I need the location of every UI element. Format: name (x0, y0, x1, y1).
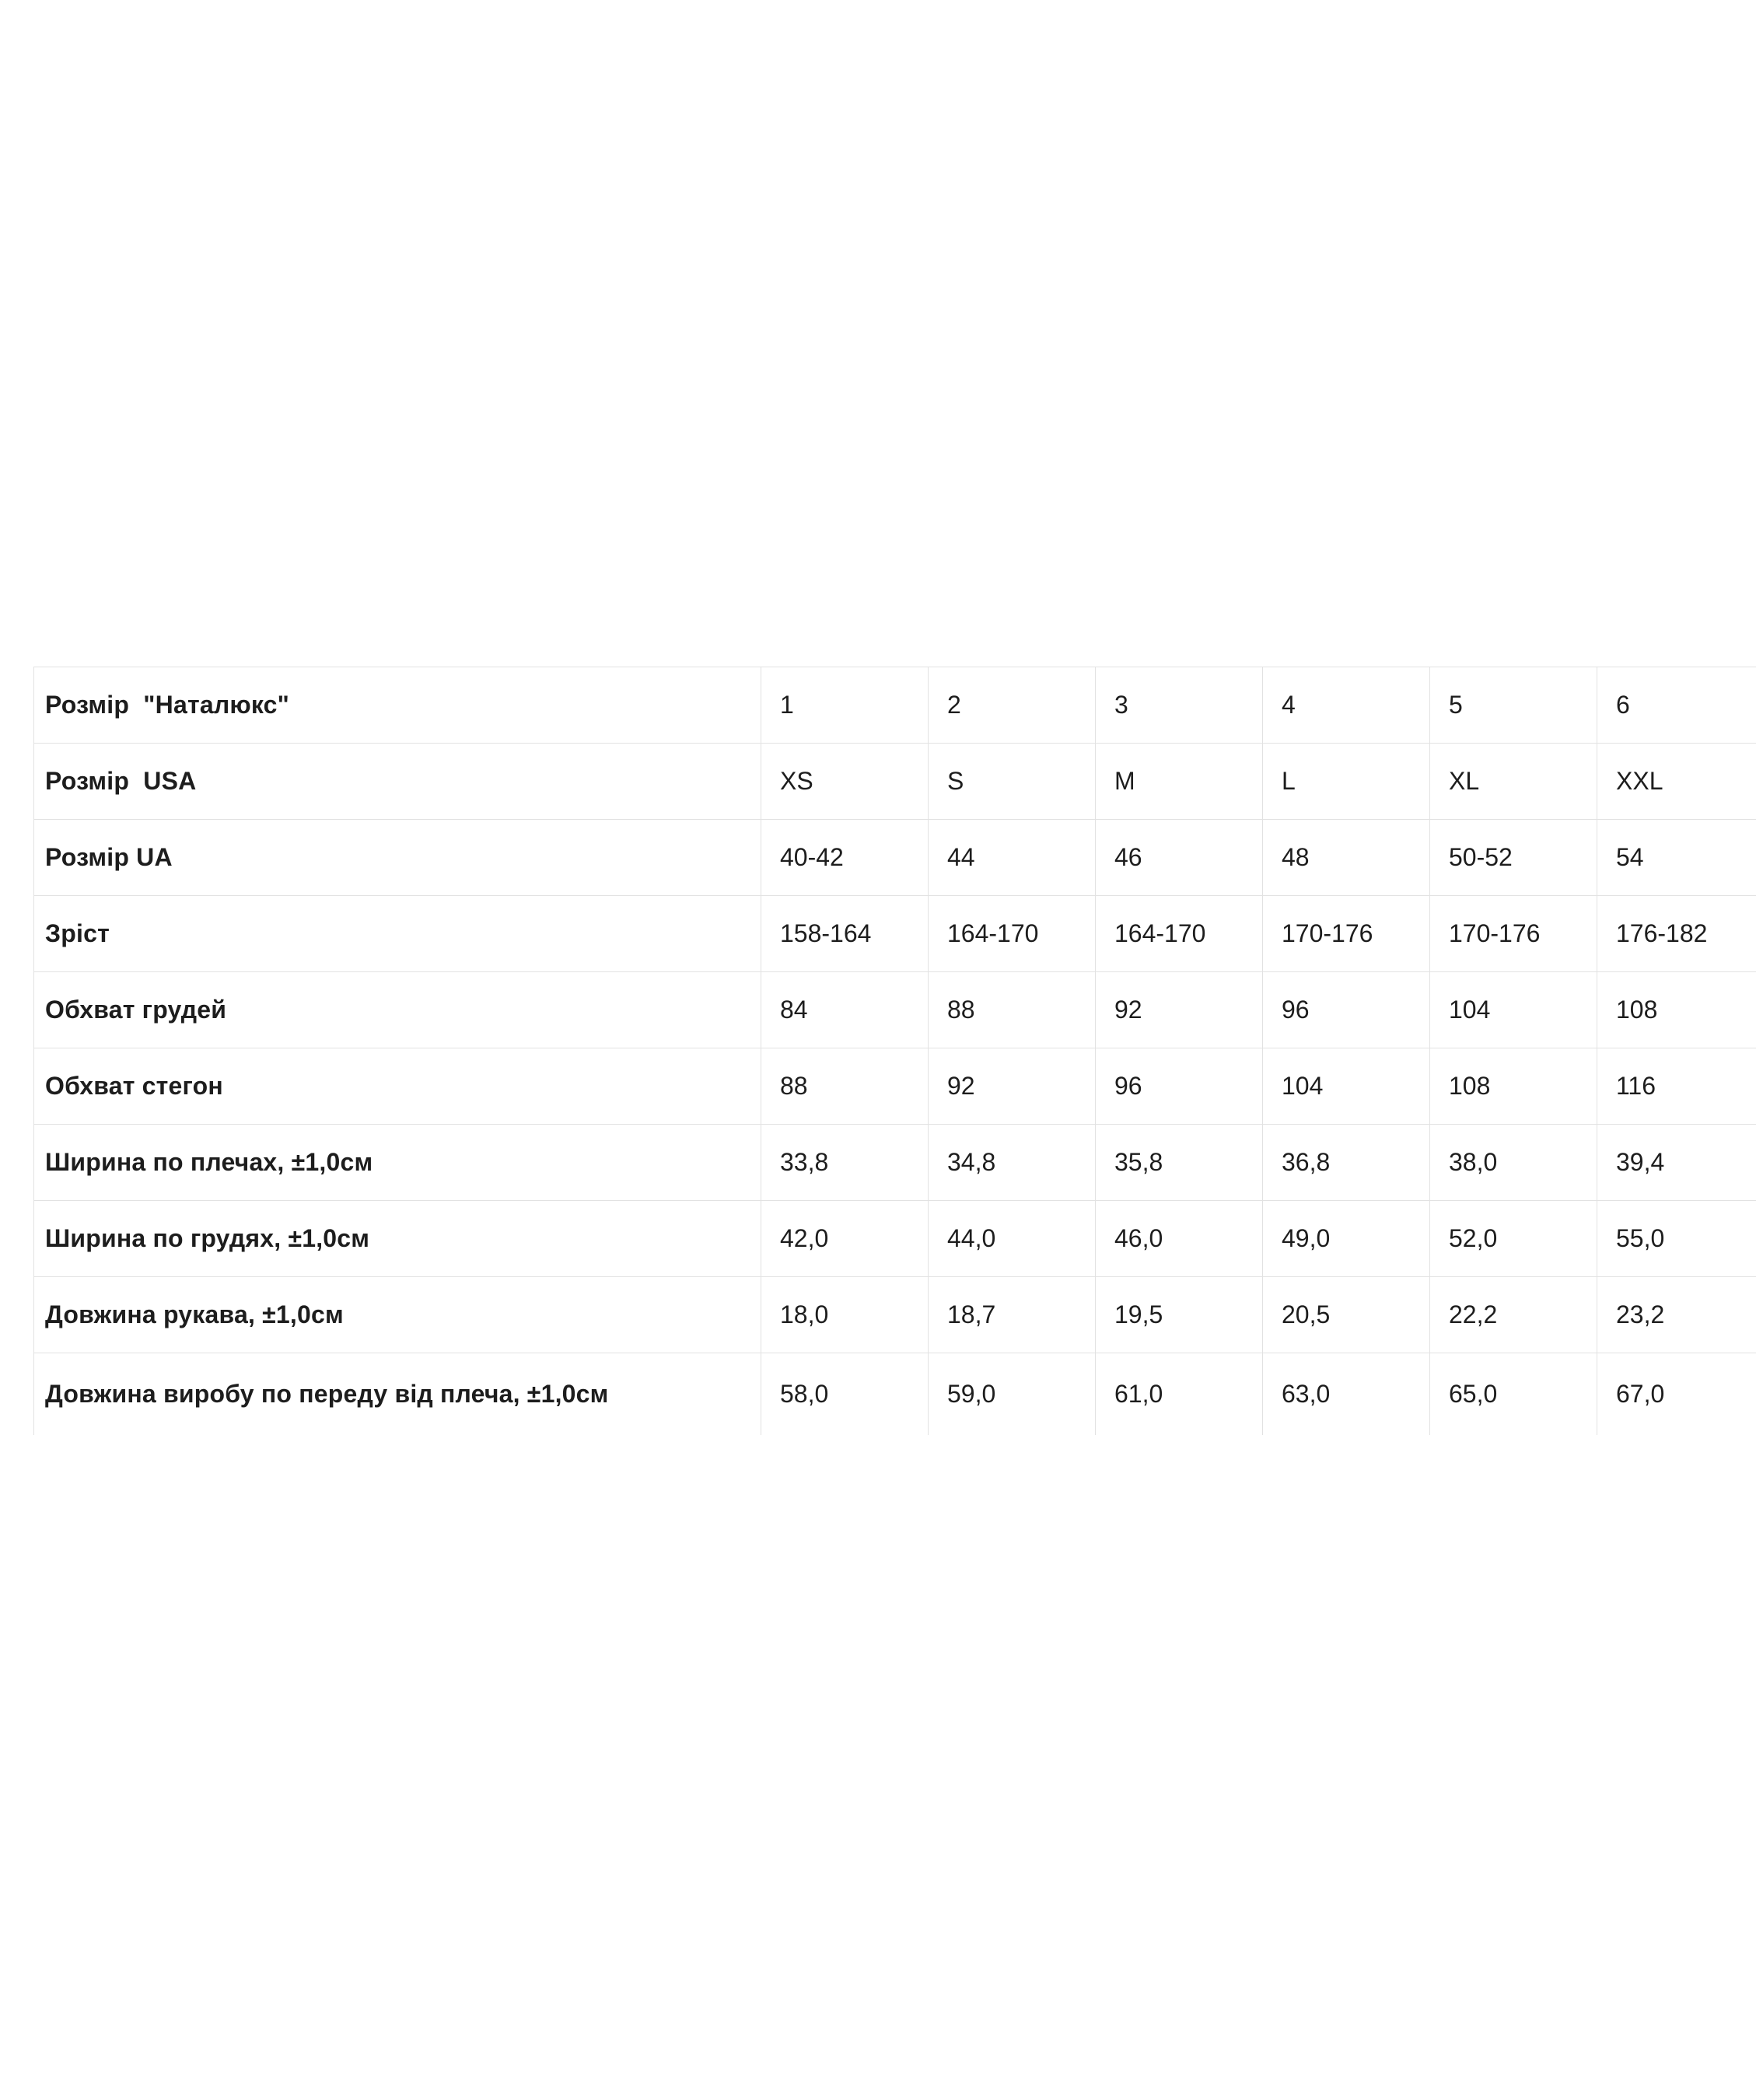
table-row (34, 1125, 1756, 1201)
row-value: 42,0 (761, 1201, 929, 1277)
row-label: Зріст (34, 896, 761, 972)
row-value: 170-176 (1430, 896, 1597, 972)
row-value: 40-42 (761, 820, 929, 896)
table-row (34, 820, 1756, 896)
row-value: 88 (761, 1048, 929, 1125)
row-label: Ширина по плечах, ±1,0см (34, 1125, 761, 1201)
row-value: 92 (929, 1048, 1096, 1125)
row-value: L (1263, 744, 1430, 820)
row-value: 104 (1430, 972, 1597, 1048)
row-value: 170-176 (1263, 896, 1430, 972)
row-label: Довжина виробу по переду від плеча, ±1,0см (34, 1353, 761, 1436)
row-value: 92 (1096, 972, 1263, 1048)
row-value: 158-164 (761, 896, 929, 972)
row-value: M (1096, 744, 1263, 820)
row-label: Розмір USA (34, 744, 761, 820)
row-value: 116 (1597, 1048, 1756, 1125)
table-row (34, 1353, 1756, 1436)
row-value: 36,8 (1263, 1125, 1430, 1201)
row-value: 1 (761, 667, 929, 744)
row-value: 5 (1430, 667, 1597, 744)
row-value: 23,2 (1597, 1277, 1756, 1353)
row-value: 84 (761, 972, 929, 1048)
row-value: 59,0 (929, 1353, 1096, 1436)
row-value: 50-52 (1430, 820, 1597, 896)
table-row (34, 972, 1756, 1048)
row-value: 55,0 (1597, 1201, 1756, 1277)
row-value: 61,0 (1096, 1353, 1263, 1436)
row-value: 33,8 (761, 1125, 929, 1201)
row-value: 49,0 (1263, 1201, 1430, 1277)
row-label: Обхват грудей (34, 972, 761, 1048)
row-value: 58,0 (761, 1353, 929, 1436)
row-value: 48 (1263, 820, 1430, 896)
row-value: 96 (1096, 1048, 1263, 1125)
row-value: 108 (1430, 1048, 1597, 1125)
table-row (34, 1048, 1756, 1125)
row-value: 18,7 (929, 1277, 1096, 1353)
row-value: 2 (929, 667, 1096, 744)
row-label: Обхват стегон (34, 1048, 761, 1125)
row-value: 104 (1263, 1048, 1430, 1125)
row-value: 63,0 (1263, 1353, 1430, 1436)
row-value: 88 (929, 972, 1096, 1048)
row-value: 164-170 (1096, 896, 1263, 972)
row-value: 44 (929, 820, 1096, 896)
table-row (34, 1201, 1756, 1277)
row-value: 6 (1597, 667, 1756, 744)
row-label: Розмір UA (34, 820, 761, 896)
size-table (33, 667, 1756, 1435)
table-row (34, 667, 1756, 744)
row-label: Ширина по грудях, ±1,0см (34, 1201, 761, 1277)
row-value: 108 (1597, 972, 1756, 1048)
row-value: 44,0 (929, 1201, 1096, 1277)
row-value: 96 (1263, 972, 1430, 1048)
row-value: 67,0 (1597, 1353, 1756, 1436)
row-value: 46 (1096, 820, 1263, 896)
size-table-wrapper (33, 667, 1708, 1435)
row-value: 176-182 (1597, 896, 1756, 972)
row-value: 3 (1096, 667, 1263, 744)
row-value: S (929, 744, 1096, 820)
row-label: Довжина рукава, ±1,0см (34, 1277, 761, 1353)
table-row (34, 896, 1756, 972)
row-value: 46,0 (1096, 1201, 1263, 1277)
row-value: XXL (1597, 744, 1756, 820)
row-value: 4 (1263, 667, 1430, 744)
row-label: Розмір "Наталюкс" (34, 667, 761, 744)
table-row (34, 1277, 1756, 1353)
row-value: 22,2 (1430, 1277, 1597, 1353)
table-row (34, 744, 1756, 820)
row-value: 20,5 (1263, 1277, 1430, 1353)
row-value: XS (761, 744, 929, 820)
row-value: XL (1430, 744, 1597, 820)
row-value: 52,0 (1430, 1201, 1597, 1277)
row-value: 34,8 (929, 1125, 1096, 1201)
row-value: 38,0 (1430, 1125, 1597, 1201)
row-value: 19,5 (1096, 1277, 1263, 1353)
row-value: 18,0 (761, 1277, 929, 1353)
row-value: 35,8 (1096, 1125, 1263, 1201)
row-value: 164-170 (929, 896, 1096, 972)
row-value: 65,0 (1430, 1353, 1597, 1436)
row-value: 39,4 (1597, 1125, 1756, 1201)
size-table-body (34, 667, 1756, 1436)
row-value: 54 (1597, 820, 1756, 896)
